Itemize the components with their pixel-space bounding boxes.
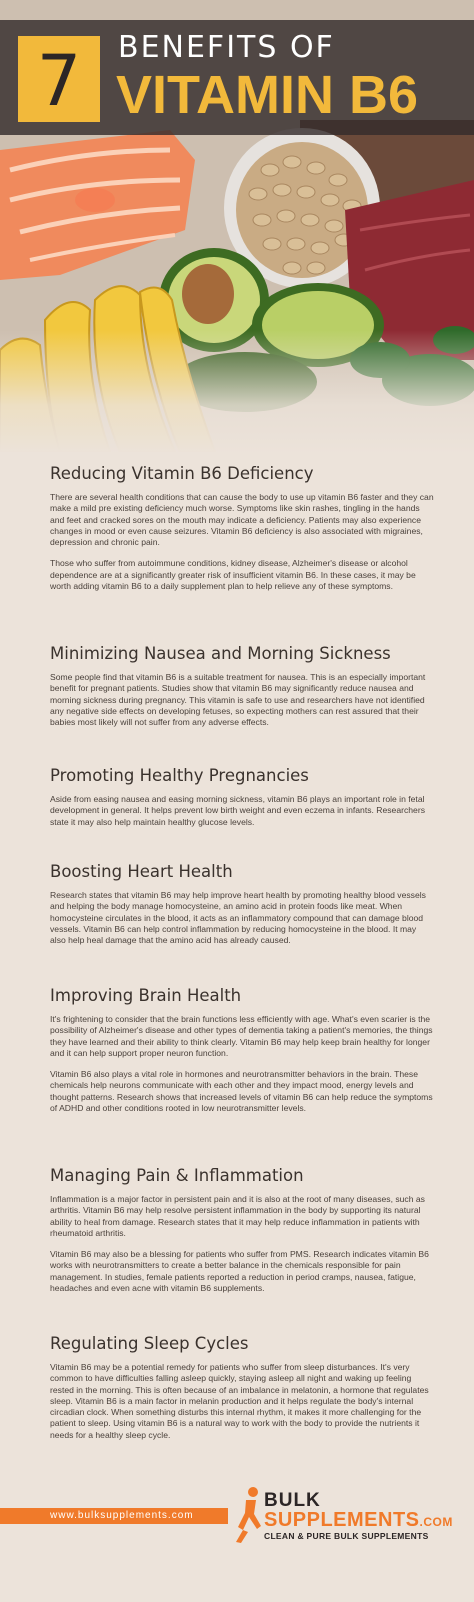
hero-food-image: [0, 0, 474, 452]
title-line-1: BENEFITS OF: [118, 30, 335, 65]
brand-suffix: .COM: [419, 1515, 453, 1529]
number-badge-text: 7: [36, 40, 82, 122]
brand-name-main: SUPPLEMENTS: [264, 1509, 420, 1531]
hero-fade: [0, 330, 474, 452]
section-heading: Minimizing Nausea and Morning Sickness: [50, 644, 391, 663]
section-paragraph: Inflammation is a major factor in persistent pain and it is also at the root of many diseases, such as arthritis. Vitamin B6 may help resolve persistent inflammation in the body by supporting its natural ability to heal from damage. Research states that it may help reduce inflammation in patients with rheumatoid arthritis.: [50, 1194, 425, 1238]
section-paragraph: Those who suffer from autoimmune conditions, kidney disease, Alzheimer's disease or alcohol dependence are at a significantly greater risk of insufficient vitamin B6. In these cases, it may be worth adding vitamin B6 to a daily supplement plan to help relieve any of these symptoms.: [50, 558, 416, 592]
section-heading: Improving Brain Health: [50, 986, 242, 1005]
section-heading: Promoting Healthy Pregnancies: [50, 766, 309, 785]
section-heart-health: [50, 862, 434, 956]
brand-name-line-1: BULK: [264, 1490, 321, 1511]
title-bar: [0, 20, 474, 135]
section-paragraph: Vitamin B6 may also be a blessing for patients who suffer from PMS. Research indicates vitamin B6 works with neurotransmitters to create a better balance in the chemicals responsible for pain management. In studies, female patients reported a reduction in period cramps, nausea, fatigue, headaches and even acne with vitamin B6 supplements.: [50, 1249, 429, 1294]
section-paragraph: Research states that vitamin B6 may help improve heart health by promoting healthy blood vessels and helping the body manage homocysteine, an amino acid in protein foods like meat. When homocysteine circulates in the blood, it acts as an inflammatory compound that can damage blood vessels. Vitamin B6 can help control inflammation by reducing homocysteine in the blood. It may also help heal damage that the amino acid has already caused.: [50, 890, 426, 946]
brand-name-line-2: [264, 1509, 453, 1532]
section-sleep-cycles: [50, 1334, 434, 1451]
section-pain-inflammation: [50, 1166, 434, 1304]
section-heading: Boosting Heart Health: [50, 862, 233, 881]
section-heading: Reducing Vitamin B6 Deficiency: [50, 464, 314, 483]
section-paragraph: Aside from easing nausea and easing morning sickness, vitamin B6 plays an important role in fetal development in general. It helps prevent low birth weight and even eczema in infants. Researchers state it may also help maintain healthy glucose levels.: [50, 794, 425, 827]
section-minimizing-nausea: [50, 644, 434, 738]
section-healthy-pregnancies: [50, 766, 434, 838]
section-paragraph: Vitamin B6 also plays a vital role in hormones and neurotransmitter behaviors in the brain. These chemicals help neurons communicate with each other and they impact mood, energy levels and thought patterns. Research shows that increased levels of vitamin B6 can help reduce the symptoms of ADHD and other conditions rooted in low neurotransmitter levels.: [50, 1069, 433, 1114]
section-paragraph: It's frightening to consider that the brain functions less efficiently with age. What's even scarier is the possibility of Alzheimer's disease and other types of dementia taking a patient's memories, the things they have learned and their ability to think clearly. Vitamin B6 may help keep brain healthy for longer and it can help support proper neuron function.: [50, 1014, 433, 1058]
section-heading: Managing Pain & Inflammation: [50, 1166, 304, 1185]
website-link[interactable]: www.bulksupplements.com: [50, 1510, 194, 1521]
section-paragraph: Some people find that vitamin B6 is a suitable treatment for nausea. This is an especially important benefit for pregnant patients. Studies show that vitamin B6 may significantly reduce nausea and morning sickness during pregnancy. This vitamin is safe to use and researchers have not identified any negative side effects on developing fetuses, so expecting mothers can rest assured that their babies most likely will not suffer from any adverse effects.: [50, 672, 426, 728]
section-paragraph: There are several health conditions that can cause the body to use up vitamin B6 faster and they can make a mild pre existing deficiency much worse. Symptoms like skin rashes, tingling in the hands and feet and cracked sores on the mouth may indicate a deficiency. Patients may also experience changes in mood or even cause seizures. Vitamin B6 deficiency is also associated with migraines, depression and chronic pain.: [50, 492, 434, 548]
page-title: VITAMIN B6: [116, 65, 419, 125]
footer: [0, 1490, 474, 1602]
brand-tagline: CLEAN & PURE BULK SUPPLEMENTS: [264, 1531, 429, 1541]
section-brain-health: [50, 986, 434, 1124]
section-paragraph: Vitamin B6 may be a potential remedy for patients who suffer from sleep disturbances. It's very common to have difficulties falling asleep quickly, staying asleep all night and waking up feeling rested in the morning. This is often because of an imbalance in melatonin, a hormone that regulates sleep. Vitamin B6 is a main factor in melanin production and it helps regulate the body's internal circadian clock. When something disturbs this internal rhythm, it makes it more challenging for the patient to sleep. Using vitamin B6 is a natural way to work with the body to provide the nutrients it needs for a healthy sleep cycle.: [50, 1362, 429, 1440]
runner-logo-icon: [234, 1486, 264, 1544]
section-heading: Regulating Sleep Cycles: [50, 1334, 249, 1353]
section-reducing-deficiency: [50, 464, 434, 602]
